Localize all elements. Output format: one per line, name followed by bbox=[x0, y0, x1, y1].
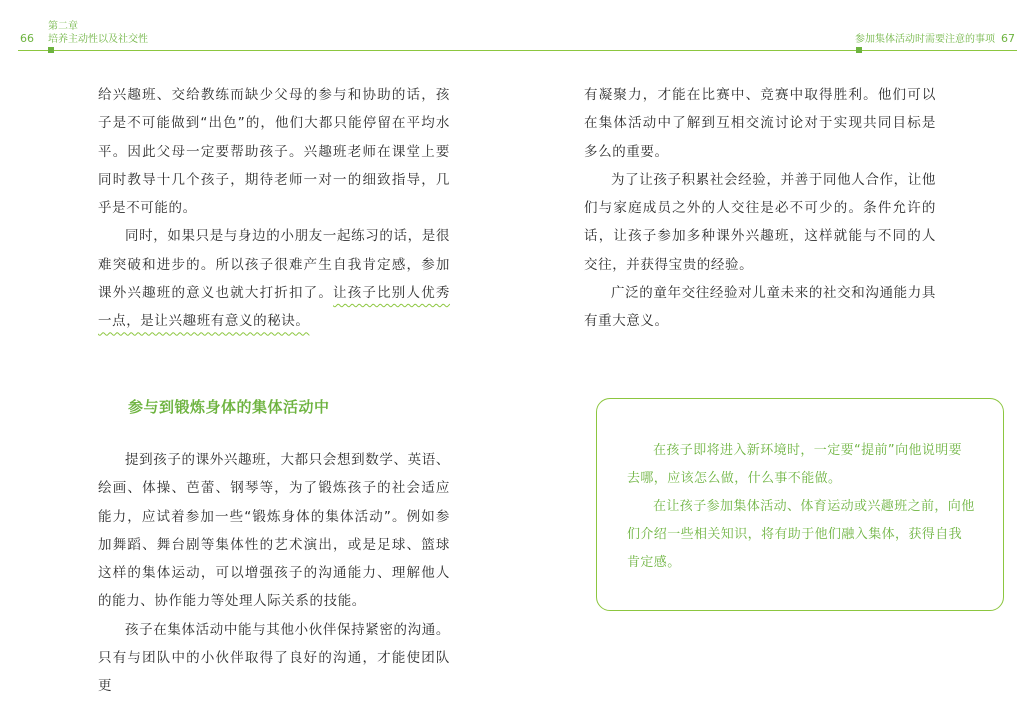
chapter-title: 培养主动性以及社交性 bbox=[48, 34, 148, 45]
right-column bbox=[584, 81, 936, 336]
header-rule-marker-left bbox=[48, 47, 54, 53]
paragraph: 有凝聚力，才能在比赛中、竞赛中取得胜利。他们可以在集体活动中了解到互相交流讨论对于实现共同目标是多么的重要。 bbox=[584, 87, 936, 160]
left-column-top bbox=[98, 81, 450, 336]
paragraph: 给兴趣班、交给教练而缺少父母的参与和协助的话，孩子是不可能做到“出色”的，他们大都只能停留在平均水平。因此父母一定要帮助孩子。兴趣班老师在课堂上要同时教导十几个孩子，期待老师一对一的细致指导，几乎是不可能的。 bbox=[98, 87, 450, 217]
paragraph: 为了让孩子积累社会经验，并善于同他人合作，让他们与家庭成员之外的人交往是必不可少的。条件允许的话，让孩子参加多种课外兴趣班，这样就能与不同的人交往，并获得宝贵的经验。 bbox=[584, 171, 936, 273]
highlighted-sentence: 让孩子比别人优秀一点，是让兴趣班有意义的秘诀。 bbox=[98, 285, 450, 330]
right-page-number: 67 bbox=[1001, 32, 1015, 45]
left-column-bottom bbox=[98, 446, 450, 701]
tip-paragraph: 在孩子即将进入新环境时，一定要“提前”向他说明要去哪，应该怎么做，什么事不能做。 bbox=[627, 443, 963, 486]
tip-paragraph: 在让孩子参加集体活动、体育运动或兴趣班之前，向他们介绍一些相关知识，将有助于他们融入集体，获得自我肯定感。 bbox=[627, 499, 975, 570]
header-rule-marker-right bbox=[856, 47, 862, 53]
chapter-label: 第二章 bbox=[48, 21, 78, 32]
paragraph: 广泛的童年交往经验对儿童未来的社交和沟通能力具有重大意义。 bbox=[584, 285, 936, 330]
left-page-number: 66 bbox=[20, 32, 34, 45]
paragraph-text: 同时，如果只是与身边的小朋友一起练习的话，是很难突破和进步的。所以孩子很难产生自我肯定感，参加课外兴趣班的意义也就大打折扣了。 bbox=[98, 228, 450, 302]
paragraph: 孩子在集体活动中能与其他小伙伴保持紧密的沟通。只有与团队中的小伙伴取得了良好的沟通，才能使团队更 bbox=[98, 621, 450, 695]
right-page-title: 参加集体活动时需要注意的事项 bbox=[855, 34, 995, 45]
header-rule bbox=[18, 50, 1017, 51]
tip-box bbox=[596, 398, 1004, 611]
paragraph: 提到孩子的课外兴趣班，大都只会想到数学、英语、绘画、体操、芭蕾、钢琴等，为了锻炼孩子的社会适应能力，应试着参加一些“锻炼身体的集体活动”。例如参加舞蹈、舞台剧等集体性的艺术演出，或是足球、篮球这样的集体运动，可以增强孩子的沟通能力、理解他人的能力、协作能力等处理人际关系的技能。 bbox=[98, 452, 450, 610]
section-title: 参与到锻炼身体的集体活动中 bbox=[128, 398, 330, 416]
paragraph bbox=[98, 222, 450, 335]
